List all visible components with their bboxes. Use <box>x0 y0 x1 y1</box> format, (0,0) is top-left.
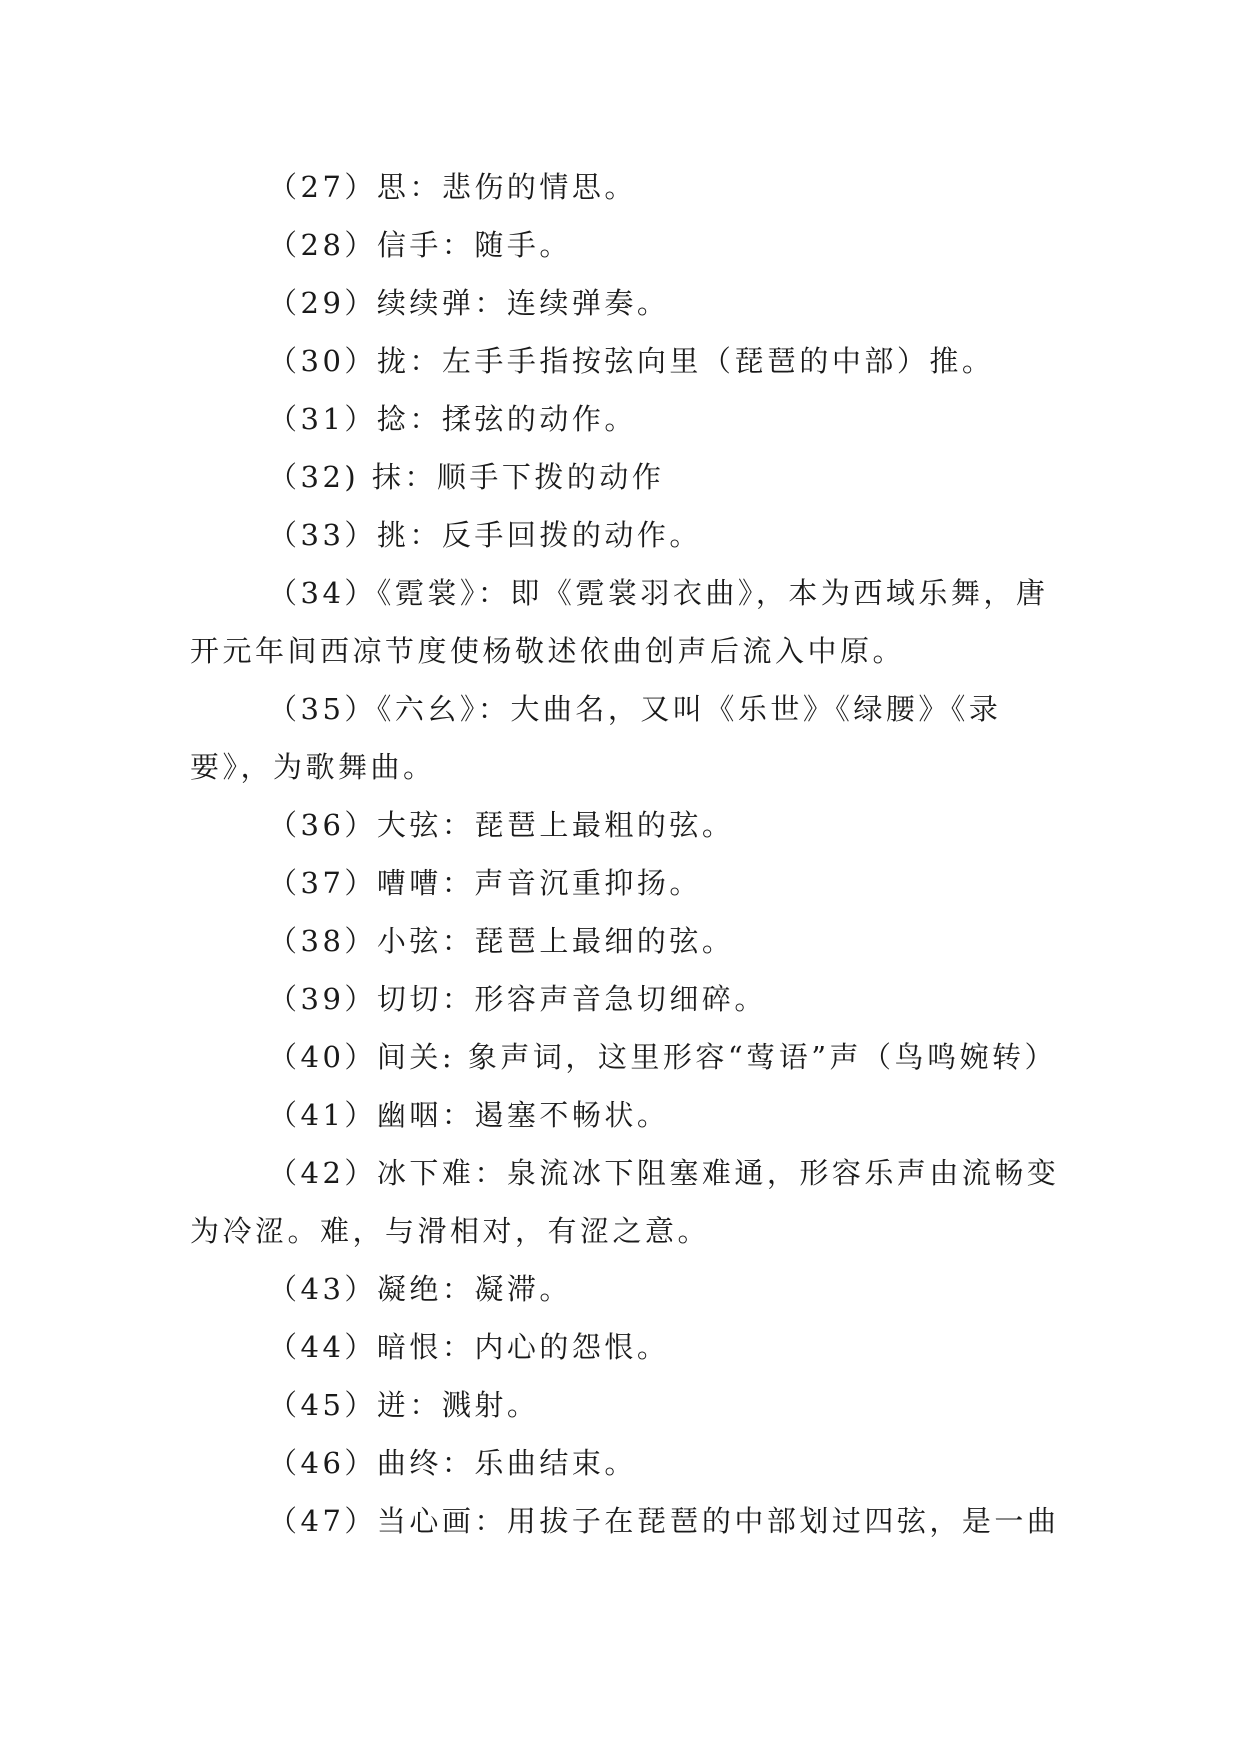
annotation-27: （27）思：悲伤的情思。 <box>268 170 637 204</box>
annotation-31: （31）捻：揉弦的动作。 <box>268 402 637 436</box>
annotation-47: （47）当心画：用拔子在琵琶的中部划过四弦，是一曲 <box>268 1504 1060 1538</box>
annotation-38: （38）小弦：琵琶上最细的弦。 <box>268 924 735 958</box>
annotation-41: （41）幽咽：遏塞不畅状。 <box>268 1098 670 1132</box>
annotation-28: （28）信手：随手。 <box>268 228 572 262</box>
annotation-42: （42）冰下难：泉流冰下阻塞难通，形容乐声由流畅变为冷涩。难，与滑相对，有涩之意。 <box>190 1156 1060 1248</box>
annotation-list <box>190 158 1060 1550</box>
annotation-43: （43）凝绝：凝滞。 <box>268 1272 572 1306</box>
annotation-30: （30）拢：左手手指按弦向里（琵琶的中部）推。 <box>268 344 995 378</box>
annotation-34: （34）《霓裳》：即《霓裳羽衣曲》，本为西域乐舞，唐开元年间西凉节度使杨敬述依曲创声后流入中原。 <box>190 576 1049 668</box>
annotation-44: （44）暗恨：内心的怨恨。 <box>268 1330 670 1364</box>
annotation-40: （40）间关: 象声词，这里形容“莺语”声（鸟鸣婉转） <box>268 1040 1058 1074</box>
annotation-45: （45）迸：溅射。 <box>268 1388 540 1422</box>
annotation-46: （46）曲终：乐曲结束。 <box>268 1446 637 1480</box>
annotation-29: （29）续续弹：连续弹奏。 <box>268 286 670 320</box>
annotation-33: （33）挑：反手回拨的动作。 <box>268 518 702 552</box>
annotation-35: （35）《六幺》：大曲名，又叫《乐世》《绿腰》《录要》，为歌舞曲。 <box>190 692 1002 784</box>
annotation-32: （32) 抹：顺手下拨的动作 <box>268 460 665 494</box>
annotation-39: （39）切切：形容声音急切细碎。 <box>268 982 767 1016</box>
annotation-36: （36）大弦：琵琶上最粗的弦。 <box>268 808 735 842</box>
annotation-37: （37）嘈嘈：声音沉重抑扬。 <box>268 866 702 900</box>
